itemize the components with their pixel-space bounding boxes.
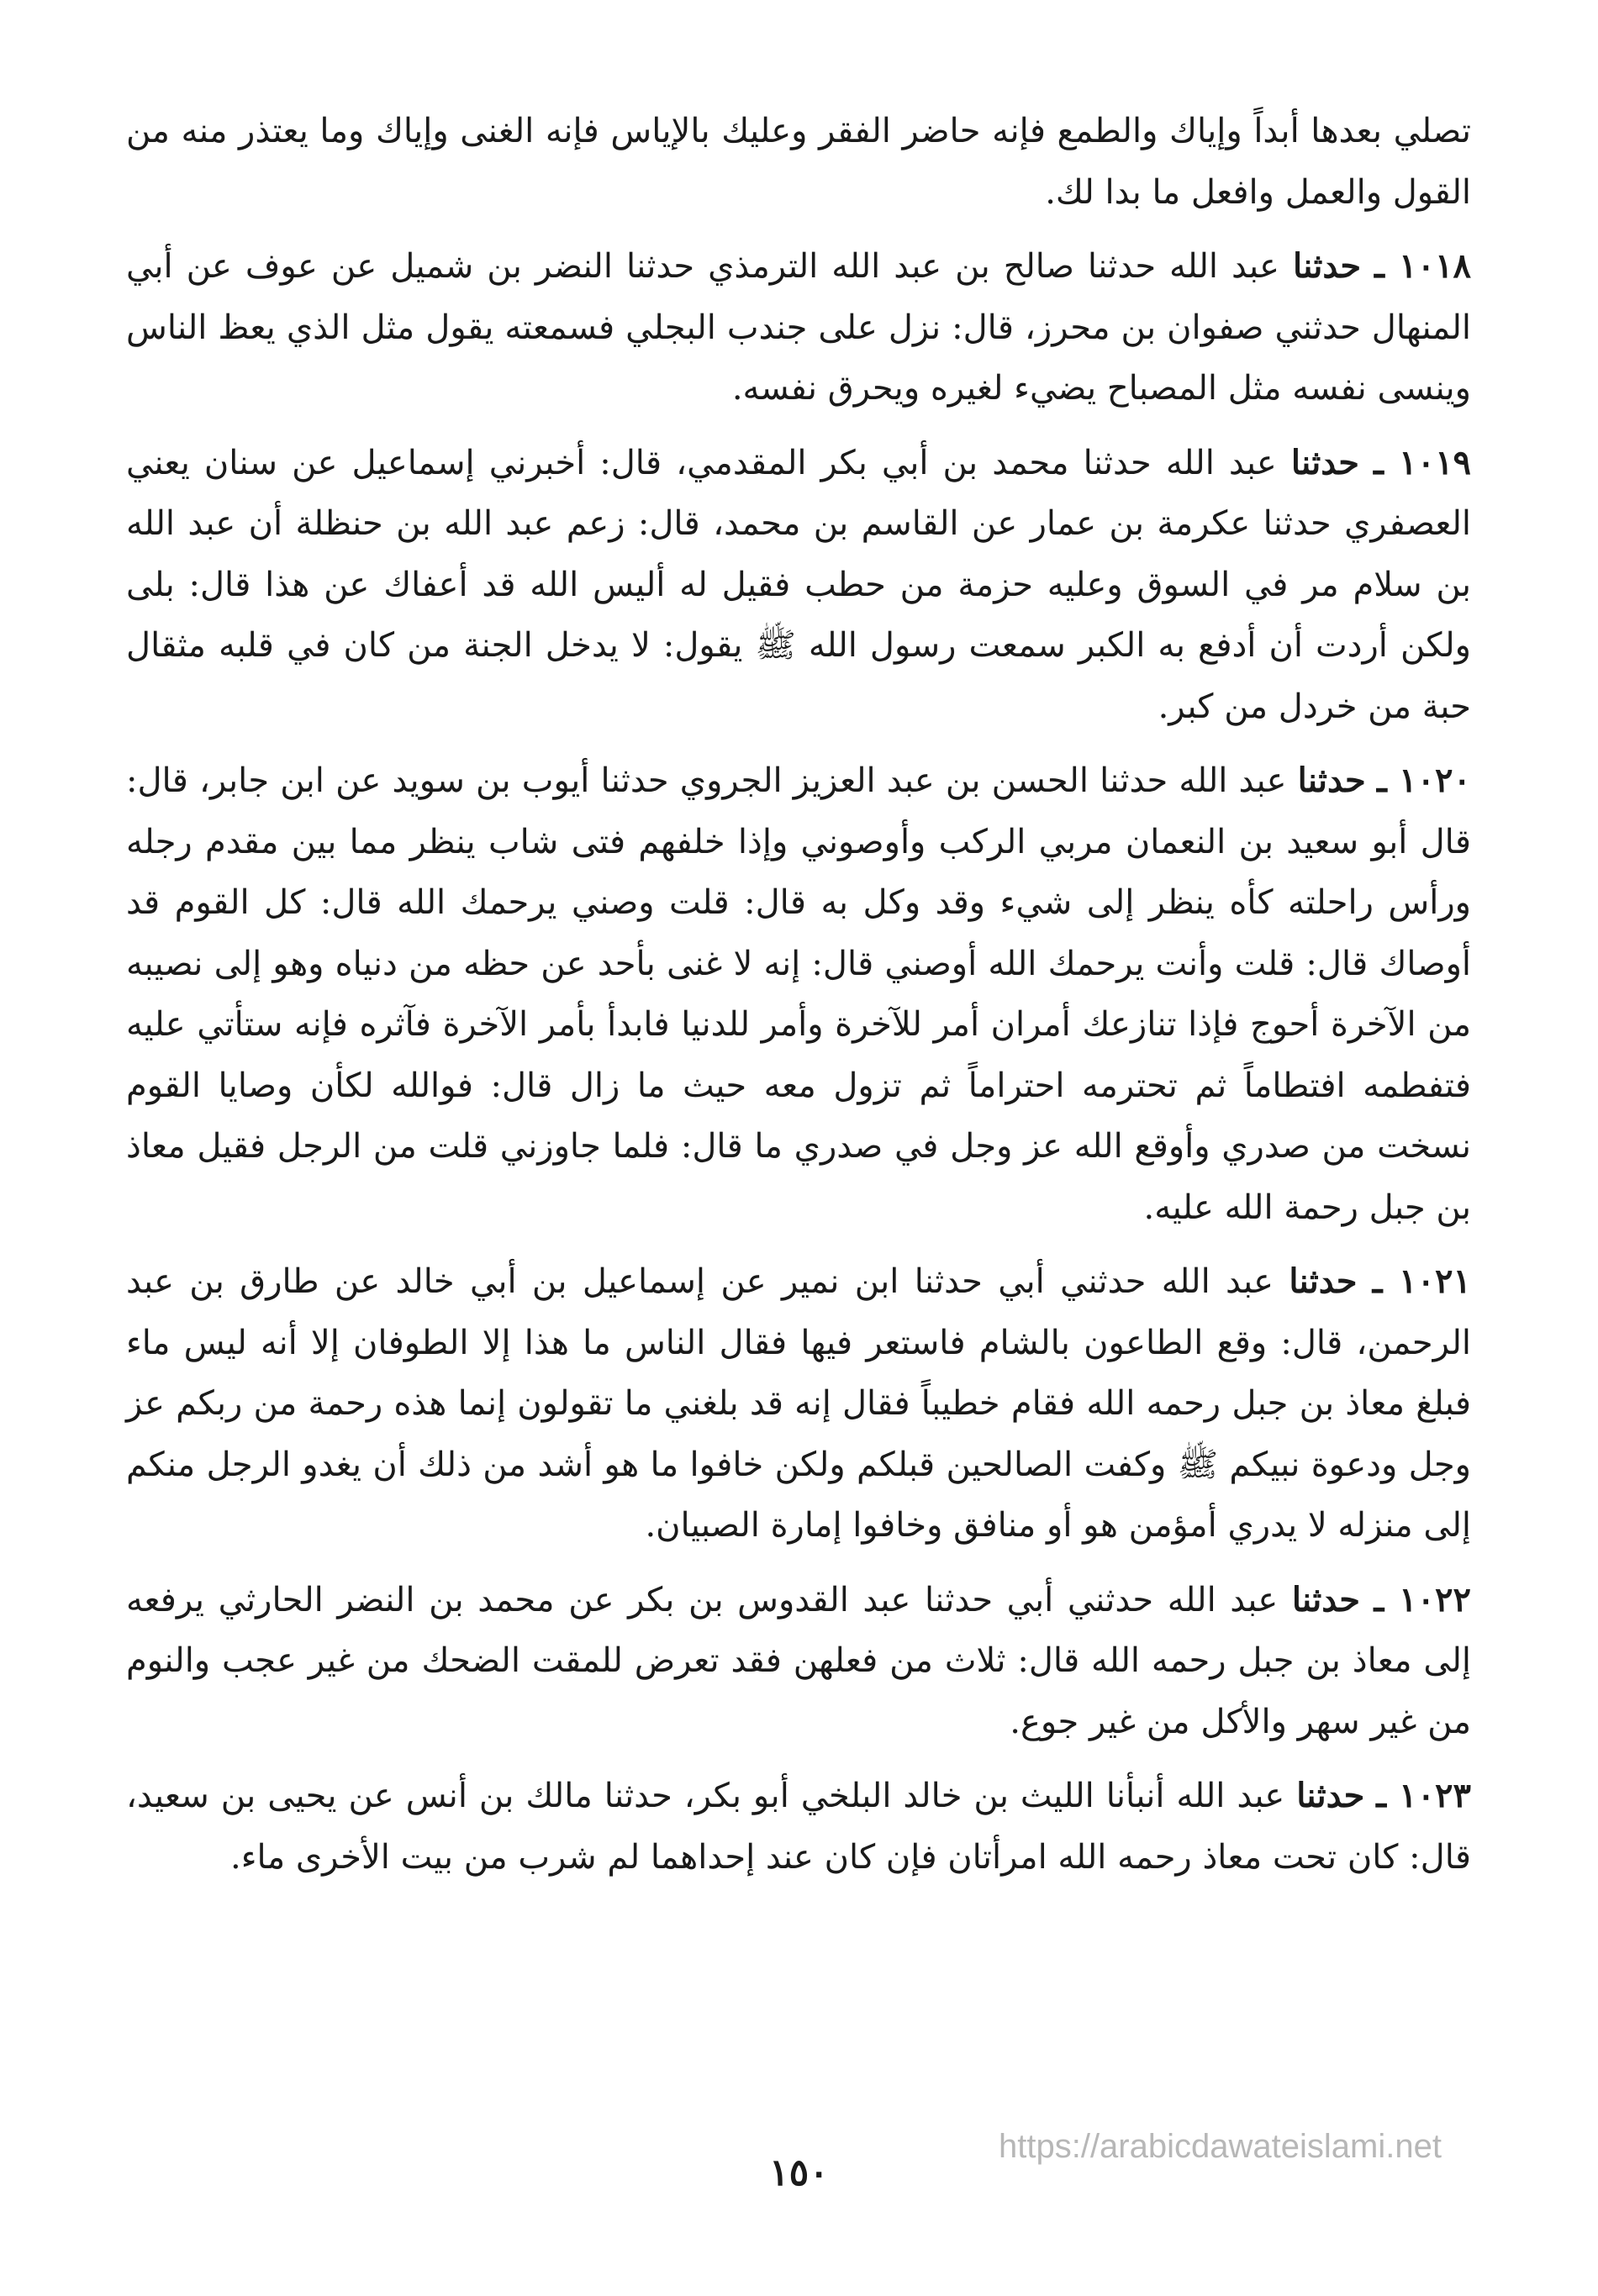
hadith-1023 bbox=[126, 1766, 1471, 1888]
hadith-lead: حدثنا bbox=[1289, 1261, 1358, 1301]
hadith-text: عبد الله حدثني أبي حدثنا عبد القدوس بن بكر عن محمد بن النضر الحارثي يرفعه إلى معاذ بن جبل رحمه الله قال: ثلاث من فعلهن فقد تعرض للمقت الضحك من غير عجب والنوم من غير سهر والأكل من غير جوع. bbox=[126, 1580, 1471, 1741]
hadith-1022 bbox=[126, 1570, 1471, 1753]
hadith-number: ١٠٢٠ ـ bbox=[1376, 761, 1471, 800]
hadith-text: عبد الله حدثنا صالح بن عبد الله الترمذي حدثنا النضر بن شميل عن عوف عن أبي المنهال حدثني صفوان بن محرز، قال: نزل على جندب البجلي فسمعته يقول مثل الذي يعظ الناس وينسى نفسه مثل المصباح يضيء لغيره ويحرق نفسه. bbox=[126, 247, 1471, 408]
hadith-text: عبد الله حدثنا محمد بن أبي بكر المقدمي، قال: أخبرني إسماعيل عن سنان يعني العصفري حدثنا عكرمة بن عمار عن القاسم بن محمد، قال: زعم عبد الله بن حنظلة أن عبد الله بن سلام مر في السوق وعليه حزمة من حطب فقيل له أليس الله قد أعفاك عن هذا قال: بلى ولكن أردت أن أدفع به الكبر سمعت رسول الله ﷺ يقول: لا يدخل الجنة من كان في قلبه مثقال حبة من خردل من كبر. bbox=[126, 443, 1471, 726]
hadith-text: عبد الله حدثني أبي حدثنا ابن نمير عن إسماعيل بن أبي خالد عن طارق بن عبد الرحمن، قال: وقع الطاعون بالشام فاستعر فيها فقال الناس ما هذا إلا الطوفان إلا أنه ليس ماء فبلغ معاذ بن جبل رحمه الله فقام خطيباً فقال إنه قد بلغني ما تقولون إنما هذه رحمة من ربكم عز وجل ودعوة نبيكم ﷺ وكفت الصالحين قبلكم ولكن خافوا ما هو أشد من ذلك أن يغدو الرجل منكم إلى منزله لا يدري أمؤمن هو أو منافق وخافوا إمارة الصبيان. bbox=[126, 1262, 1471, 1545]
hadith-number: ١٠٢٣ ـ bbox=[1376, 1776, 1472, 1815]
hadith-1018 bbox=[126, 236, 1471, 419]
page-number: ١٥٠ bbox=[769, 2151, 829, 2194]
hadith-1021 bbox=[126, 1251, 1471, 1556]
hadith-lead: حدثنا bbox=[1290, 442, 1360, 482]
hadith-1019 bbox=[126, 433, 1471, 738]
paragraph-continuation bbox=[126, 101, 1471, 223]
hadith-1020 bbox=[126, 750, 1471, 1238]
page-body bbox=[126, 101, 1471, 1888]
hadith-number: ١٠٢١ ـ bbox=[1372, 1261, 1471, 1301]
hadith-lead: حدثنا bbox=[1296, 1776, 1365, 1815]
hadith-number: ١٠١٩ ـ bbox=[1374, 442, 1472, 482]
watermark-url: https://arabicdawateislami.net bbox=[999, 2128, 1442, 2165]
paragraph-text: تصلي بعدها أبداً وإياك والطمع فإنه حاضر الفقر وعليك بالإياس فإنه الغنى وإياك وما يعتذر منه من القول والعمل وافعل ما بدا لك. bbox=[126, 112, 1471, 212]
hadith-lead: حدثنا bbox=[1291, 1579, 1360, 1619]
hadith-lead: حدثنا bbox=[1293, 246, 1362, 286]
hadith-lead: حدثنا bbox=[1297, 761, 1366, 800]
hadith-number: ١٠١٨ ـ bbox=[1374, 246, 1472, 286]
hadith-text: عبد الله حدثنا الحسن بن عبد العزيز الجروي حدثنا أيوب بن سويد عن ابن جابر، قال: قال أبو سعيد بن النعمان مربي الركب وأوصوني وإذا خلفهم فتى شاب ينظر مما بين مقدم رجله ورأس راحلته كأه ينظر إلى شيء وقد وكل به قال: قلت وصني يرحمك الله قال: كل القوم قد أوصاك قال: قلت وأنت يرحمك الله أوصني قال: إنه لا غنى بأحد عن حظه من دنياه وهو إلى نصيبه من الآخرة أحوج فإذا تنازعك أمران أمر للآخرة وأمر للدنيا فابدأ بأمر الآخرة فآثره فإنه ستأتي عليه فتفطمه افتطاماً ثم تحترمه احتراماً ثم تزول معه حيث ما زال قال: فوالله لكأن وصايا القوم نسخت من صدري وأوقع الله عز وجل في صدري ما قال: فلما جاوزني قلت من الرجل فقيل معاذ بن جبل رحمة الله عليه. bbox=[126, 761, 1472, 1227]
hadith-number: ١٠٢٢ ـ bbox=[1374, 1579, 1471, 1619]
hadith-text: عبد الله أنبأنا الليث بن خالد البلخي أبو بكر، حدثنا مالك بن أنس عن يحيى بن سعيد، قال: كان تحت معاذ رحمه الله امرأتان فإن كان عند إحداهما لم شرب من بيت الأخرى ماء. bbox=[126, 1777, 1471, 1877]
